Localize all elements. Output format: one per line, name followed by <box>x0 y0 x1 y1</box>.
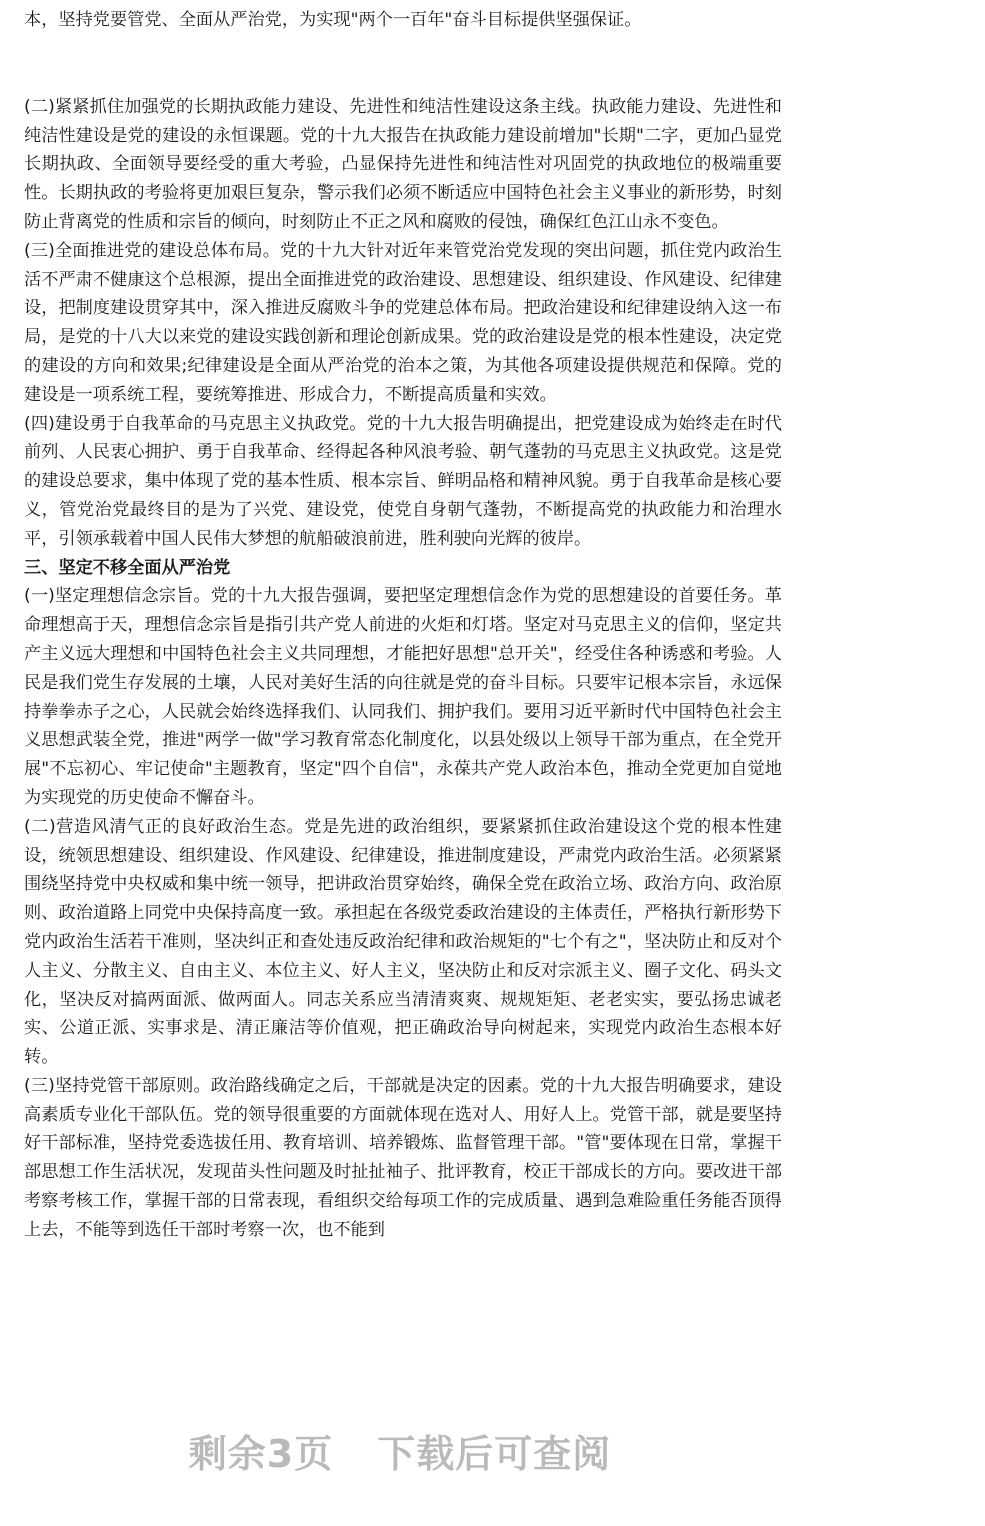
document-body <box>24 0 782 1245</box>
paragraph-overall-layout: (三)全面推进党的建设总体布局。党的十九大针对近年来管党治党发现的突出问题，抓住党内政治生活不严肃不健康这个总根源，提出全面推进党的政治建设、思想建设、组织建设、作风建设、纪律建设，把制度建设贯穿其中，深入推进反腐败斗争的党建总体布局。把政治建设和纪律建设纳入这一布局，是党的十八大以来党的建设实践创新和理论创新成果。党的政治建设是党的根本性建设，决定党的建设的方向和效果;纪律建设是全面从严治党的治本之策，为其他各项建设提供规范和保障。党的建设是一项系统工程，要统筹推进、形成合力，不断提高质量和实效。 <box>24 240 782 405</box>
paragraph-ideals: (一)坚定理想信念宗旨。党的十九大报告强调，要把坚定理想信念作为党的思想建设的首要任务。革命理想高于天，理想信念宗旨是指引共产党人前进的火炬和灯塔。坚定对马克思主义的信仰，坚定共产主义远大理想和中国特色社会主义共同理想，才能把好思想"总开关"，经受住各种诱惑和考验。人民是我们党生存发展的土壤，人民对美好生活的向往就是党的奋斗目标。只要牢记根本宗旨，永远保持拳拳赤子之心，人民就会始终选择我们、认同我们、拥护我们。要用习近平新时代中国特色社会主义思想武装全党，推进"两学一做"学习教育常态化制度化，以县处级以上领导干部为重点，在全党开展"不忘初心、牢记使命"主题教育，坚定"四个自信"，永葆共产党人政治本色，推动全党更加自觉地为实现党的历史使命不懈奋斗。 <box>24 586 782 808</box>
clipped-top-line <box>24 0 782 6</box>
paragraph-cadre-management: (三)坚持党管干部原则。政治路线确定之后，干部就是决定的因素。党的十九大报告明确要求，建设高素质专业化干部队伍。党的领导很重要的方面就体现在选对人、用好人上。党管干部，就是要坚持好干部标准，坚持党委选拔任用、教育培训、培养锻炼、监督管理干部。"管"要体现在日常，掌握干部思想工作生活状况，发现苗头性问题及时扯扯袖子、批评教育，校正干部成长的方向。要改进干部考察考核工作，掌握干部的日常表现，看组织交给每项工作的完成质量、遇到急难险重任务能否顶得上去，不能等到选任干部时考察一次，也不能到 <box>24 1075 782 1240</box>
paragraph-self-revolution: (四)建设勇于自我革命的马克思主义执政党。党的十九大报告明确提出，把党建设成为始终走在时代前列、人民衷心拥护、勇于自我革命、经得起各种风浪考验、朝气蓬勃的马克思主义执政党。这是党的建设总要求，集中体现了党的基本性质、根本宗旨、鲜明品格和精神风貌。勇于自我革命是核心要义，管党治党最终目的是为了兴党、建设党，使党自身朝气蓬勃，不断提高党的执政能力和治理水平，引领承载着中国人民伟大梦想的航船破浪前进，胜利驶向光辉的彼岸。 <box>24 413 782 549</box>
download-prompt-button[interactable] <box>0 1420 800 1480</box>
paragraph-gap <box>24 35 782 93</box>
paragraph-main-line: (二)紧紧抓住加强党的长期执政能力建设、先进性和纯洁性建设这条主线。执政能力建设、先进性和纯洁性建设是党的建设的永恒课题。党的十九大报告在执政能力建设前增加"长期"二字，更加凸显党长期执政、全面领导要经受的重大考验，凸显保持先进性和纯洁性对巩固党的执政地位的极端重要性。长期执政的考验将更加艰巨复杂，警示我们必须不断适应中国特色社会主义事业的新形势，时刻防止背离党的性质和宗旨的倾向，时刻防止不正之风和腐败的侵蚀，确保红色江山永不变色。 <box>24 96 782 232</box>
paragraph-continuation: 本，坚持党要管党、全面从严治党，为实现"两个一百年"奋斗目标提供坚强保证。 <box>24 10 642 30</box>
clipped-text <box>24 0 985 6</box>
download-to-view-label: 下载后可查阅 <box>377 1431 612 1476</box>
paragraph-political-ecology: (二)营造风清气正的良好政治生态。党是先进的政治组织，要紧紧抓住政治建设这个党的根本性建设，统领思想建设、组织建设、作风建设、纪律建设，推进制度建设，严肃党内政治生活。必须紧紧围绕坚持党中央权威和集中统一领导，把讲政治贯穿始终，确保全党在政治立场、政治方向、政治原则、政治道路上同党中央保持高度一致。承担起在各级党委政治建设的主体责任，严格执行新形势下党内政治生活若干准则，坚决纠正和查处违反政治纪律和政治规矩的"七个有之"，坚决防止和反对个人主义、分散主义、自由主义、本位主义、好人主义，坚决防止和反对宗派主义、圈子文化、码头文化，坚决反对搞两面派、做两面人。同志关系应当清清爽爽、规规矩矩、老老实实，要弘扬忠诚老实、公道正派、实事求是、清正廉洁等价值观，把正确政治导向树起来，实现党内政治生态根本好转。 <box>24 816 782 1068</box>
section-heading: 三、坚定不移全面从严治党 <box>24 557 231 578</box>
remaining-pages-label: 剩余3页 <box>188 1431 334 1476</box>
